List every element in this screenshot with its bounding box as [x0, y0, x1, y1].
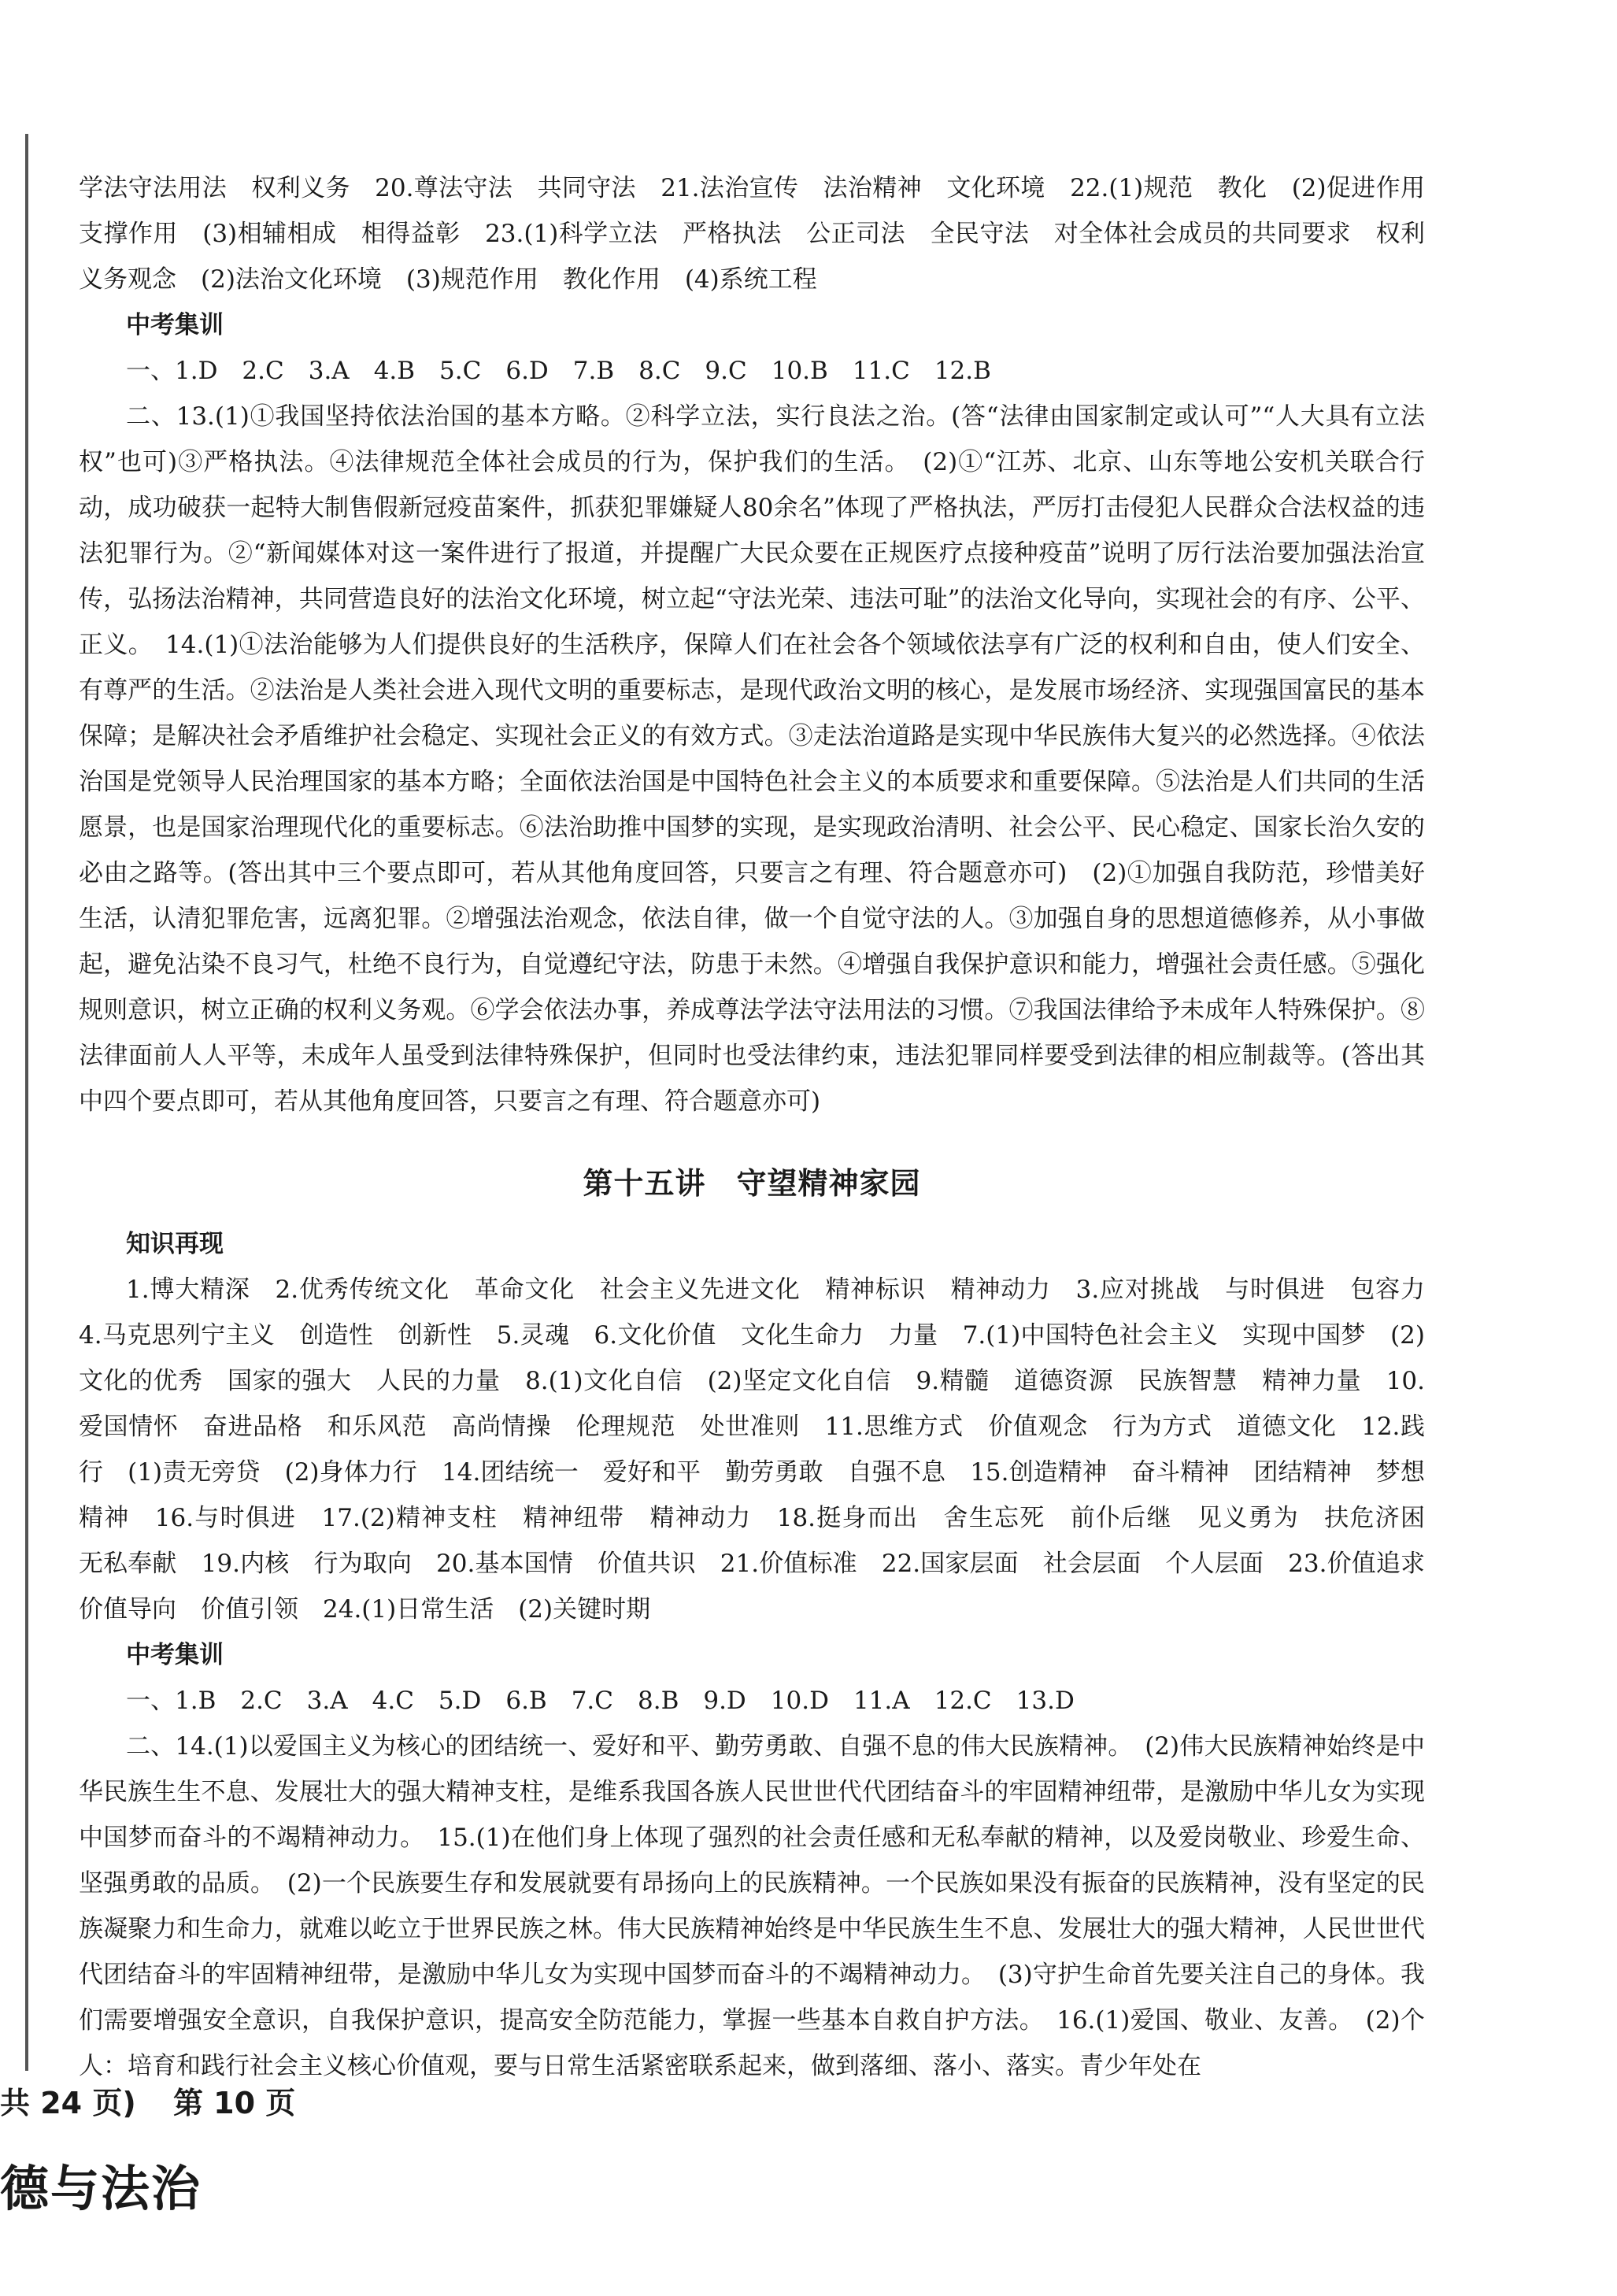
answer-paragraph-2: 二、13.(1)①我国坚持依法治国的基本方略。②科学立法，实行良法之治。(答“法律由国家制定或认可”“人大具有立法权”也可)③严格执法。④法律规范全体社会成员的行为，保护我们的生活。 (2)①“江苏、北京、山东等地公安机关联合行动，成功破获一起特大制售假新冠疫苗案件，抓获犯罪嫌疑人80余名”体现了严格执法，严厉打击侵犯人民群众合法权益的违法犯罪行为。②“新闻媒体对这一案件进行了报道，并提醒广大民众要在正规医疗点接种疫苗”说明了厉行法治要加强法治宣传，弘扬法治精神，共同营造良好的法治文化环境，树立起“守法光荣、违法可耻”的法治文化导向，实现社会的有序、公平、正义。 14.(1)①法治能够为人们提供良好的生活秩序，保障人们在社会各个领域依法享有广泛的权利和自由，使人们安全、有尊严的生活。②法治是人类社会进入现代文明的重要标志，是现代政治文明的核心，是发展市场经济、实现强国富民的基本保障；是解决社会矛盾维护社会稳定、实现社会正义的有效方式。③走法治道路是实现中华民族伟大复兴的必然选择。④依法治国是党领导人民治理国家的基本方略；全面依法治国是中国特色社会主义的本质要求和重要保障。⑤法治是人们共同的生活愿景，也是国家治理现代化的重要标志。⑥法治助推中国梦的实现，是实现政治清明、社会公平、民心稳定、国家长治久安的必由之路等。(答出其中三个要点即可，若从其他角度回答，只要言之有理、符合题意亦可) (2)①加强自我防范，珍惜美好生活，认清犯罪危害，远离犯罪。②增强法治观念，依法自律，做一个自觉守法的人。③加强自身的思想道德修养，从小事做起，避免沾染不良习气，杜绝不良行为，自觉遵纪守法，防患于未然。④增强自我保护意识和能力，增强社会责任感。⑤强化规则意识，树立正确的权利义务观。⑥学会依法办事，养成尊法学法守法用法的习惯。⑦我国法律给予未成年人特殊保护。⑧法律面前人人平等，未成年人虽受到法律特殊保护，但同时也受法律约束，违法犯罪同样要受到法律的相应制裁等。(答出其中四个要点即可，若从其他角度回答，只要言之有理、符合题意亦可)	[79, 402, 1425, 1116]
margin-rule	[25, 134, 28, 2071]
page-content	[79, 165, 1449, 2089]
total-pages: 共 24 页)	[0, 2086, 136, 2120]
knowledge-answers: 1.博大精深 2.优秀传统文化 革命文化 社会主义先进文化 精神标识 精神动力 3.应对挑战 与时俱进 包容力 4.马克思列宁主义 创造性 创新性 5.灵魂 6.文化价值 文化生命力 力量 7.(1)中国特色社会主义 实现中国梦 (2)文化的优秀 国家的强大 人民的力量 8.(1)文化自信 (2)坚定文化自信 9.精髓 道德资源 民族智慧 精神力量 10.爱国情怀 奋进品格 和乐风范 高尚情操 伦理规范 处世准则 11.思维方式 价值观念 行为方式 道德文化 12.践行 (1)责无旁贷 (2)身体力行 14.团结统一 爱好和平 勤劳勇敢 自强不息 15.创造精神 奋斗精神 团结精神 梦想精神 16.与时俱进 17.(2)精神支柱 精神纽带 精神动力 18.挺身而出 舍生忘死 前仆后继 见义勇为 扶危济困 无私奉献 19.内核 行为取向 20.基本国情 价值共识 21.价值标准 22.国家层面 社会层面 个人层面 23.价值追求 价值导向 价值引领 24.(1)日常生活 (2)关键时期	[79, 1276, 1449, 1624]
answer-paragraph-3: 二、14.(1)以爱国主义为核心的团结统一、爱好和平、勤劳勇敢、自强不息的伟大民族精神。 (2)伟大民族精神始终是中华民族生生不息、发展壮大的强大精神支柱，是维系我国各族人民世世代代团结奋斗的牢固精神纽带，是激励中华儿女为实现中国梦而奋斗的不竭精神动力。 15.(1)在他们身上体现了强烈的社会责任感和无私奉献的精神，以及爱岗敬业、珍爱生命、坚强勇敢的品质。 (2)一个民族要生存和发展就要有昂扬向上的民族精神。一个民族如果没有振奋的民族精神，没有坚定的民族凝聚力和生命力，就难以屹立于世界民族之林。伟大民族精神始终是中华民族生生不息、发展壮大的强大精神，人民世世代代团结奋斗的牢固精神纽带，是激励中华儿女为实现中国梦而奋斗的不竭精神动力。 (3)守护生命首先要关注自己的身体。我们需要增强安全意识，自我保护意识，提高安全防范能力，掌握一些基本自救自护方法。 16.(1)爱国、敬业、友善。 (2)个人：培育和践行社会主义核心价值观，要与日常生活紧密联系起来，做到落细、落小、落实。青少年处在	[79, 1732, 1425, 2080]
answer-paragraph-1: 学法守法用法 权利义务 20.尊法守法 共同守法 21.法治宣传 法治精神 文化环境 22.(1)规范 教化 (2)促进作用 支撑作用 (3)相辅相成 相得益彰 23.(1)科学立法 严格执法 公正司法 全民守法 对全体社会成员的共同要求 权利义务观念 (2)法治文化环境 (3)规范作用 教化作用 (4)系统工程	[79, 174, 1449, 294]
page-number: 第 10 页	[172, 2086, 296, 2120]
chapter-title: 第十五讲 守望精神家园	[583, 1166, 921, 1201]
section-title-exam-training: 中考集训	[126, 311, 224, 339]
multiple-choice-answers: 一、1.D 2.C 3.A 4.B 5.C 6.D 7.B 8.C 9.C 10.B 11.C 12.B	[126, 357, 991, 385]
page-info	[0, 2079, 322, 2122]
multiple-choice-answers-2: 一、1.B 2.C 3.A 4.C 5.D 6.B 7.C 8.B 9.D 10.D 11.A 12.C 13.D	[126, 1687, 1075, 1715]
section-title-exam-training-2: 中考集训	[126, 1641, 224, 1669]
subject-label: 德与法治	[0, 2160, 202, 2217]
section-title-knowledge: 知识再现	[126, 1230, 224, 1258]
